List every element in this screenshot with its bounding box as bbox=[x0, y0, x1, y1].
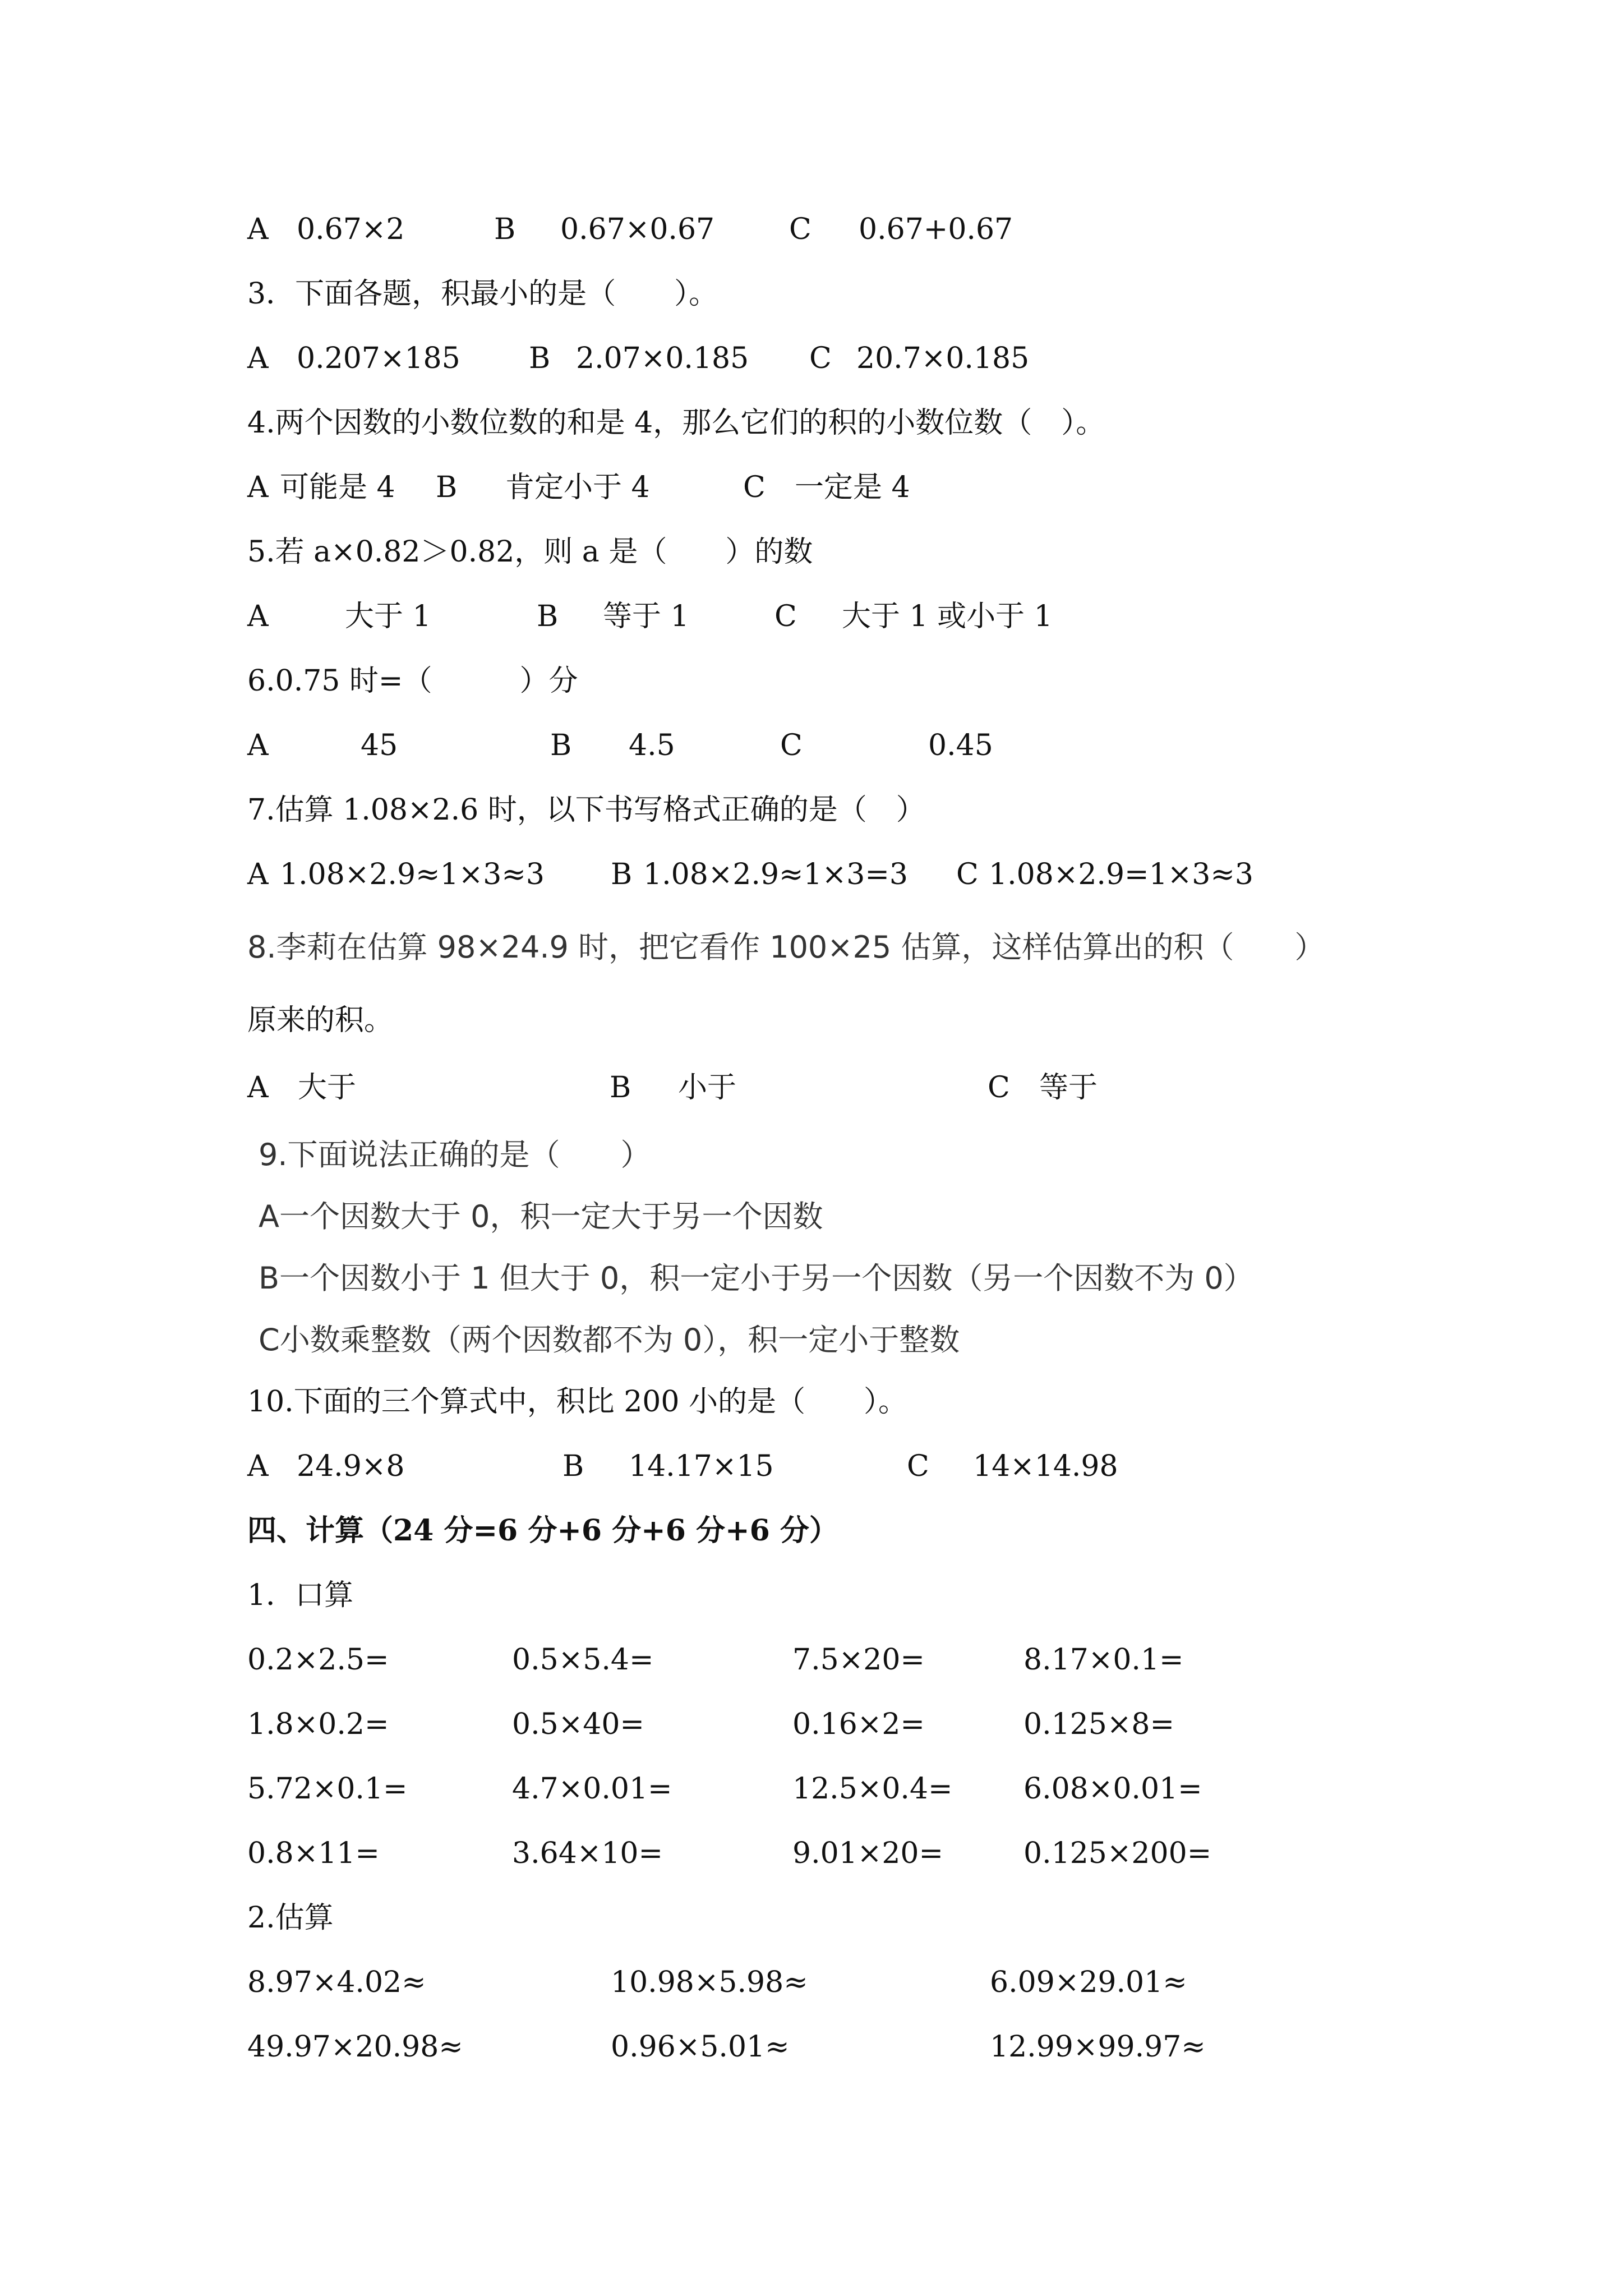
q3-option-c: 20.7×0.185 bbox=[856, 342, 1030, 375]
q2-option-a-label: A bbox=[247, 213, 269, 246]
estimate-item: 49.97×20.98≈ bbox=[247, 2030, 463, 2064]
oral-calc-item: 0.5×5.4= bbox=[512, 1643, 654, 1677]
q10-option-a: 24.9×8 bbox=[297, 1450, 405, 1483]
estimate-item: 8.97×4.02≈ bbox=[247, 1966, 426, 1999]
q4-option-b-label: B bbox=[436, 471, 458, 504]
q6-question: 6.0.75 时=（ ）分 bbox=[247, 664, 578, 698]
estimate-item: 12.99×99.97≈ bbox=[990, 2030, 1206, 2064]
q10-option-c-label: C bbox=[907, 1450, 929, 1483]
q3-option-b-label: B bbox=[529, 342, 551, 375]
q7-option-c: 1.08×2.9=1×3≈3 bbox=[989, 858, 1254, 891]
oral-calc-item: 6.08×0.01= bbox=[1023, 1772, 1202, 1806]
q8-option-c: 等于 bbox=[1039, 1071, 1098, 1105]
q3-option-a-label: A bbox=[247, 342, 269, 375]
q7-option-b: 1.08×2.9≈1×3=3 bbox=[643, 858, 909, 891]
q3-option-c-label: C bbox=[809, 342, 832, 375]
q8-option-b: 小于 bbox=[678, 1071, 737, 1105]
oral-calc-title: 1．口算 bbox=[247, 1579, 354, 1612]
q7-option-a: 1.08×2.9≈1×3≈3 bbox=[280, 858, 545, 891]
q2-option-b-label: B bbox=[494, 213, 516, 246]
q9-option-c: C小数乘整数（两个因数都不为 0），积一定小于整数 bbox=[259, 1322, 960, 1358]
q5-option-a-label: A bbox=[247, 600, 269, 633]
q8-option-c-label: C bbox=[988, 1071, 1010, 1105]
q10-question: 10.下面的三个算式中，积比 200 小的是（ ）。 bbox=[247, 1385, 908, 1419]
q3-option-b: 2.07×0.185 bbox=[576, 342, 749, 375]
estimate-item: 0.96×5.01≈ bbox=[611, 2030, 790, 2064]
q4-option-a: 可能是 4 bbox=[280, 471, 395, 504]
q5-option-b-label: B bbox=[537, 600, 559, 633]
q6-option-c: 0.45 bbox=[928, 729, 993, 762]
q7-option-b-label: B bbox=[611, 858, 633, 891]
q7-question: 7.估算 1.08×2.6 时，以下书写格式正确的是（ ） bbox=[247, 793, 925, 827]
q5-question: 5.若 a×0.82＞0.82，则 a 是（ ）的数 bbox=[247, 535, 813, 569]
q4-option-b: 肯定小于 4 bbox=[505, 471, 650, 504]
q9-question: 9.下面说法正确的是（ ） bbox=[259, 1137, 651, 1172]
q8-question-continued: 原来的积。 bbox=[247, 1004, 394, 1037]
oral-calc-item: 7.5×20= bbox=[792, 1643, 925, 1677]
q5-option-c: 大于 1 或小于 1 bbox=[842, 600, 1053, 633]
oral-calc-item: 3.64×10= bbox=[512, 1837, 663, 1870]
q8-option-b-label: B bbox=[610, 1071, 631, 1105]
q8-question: 8.李莉在估算 98×24.9 时，把它看作 100×25 估算，这样估算出的积（ ） bbox=[247, 930, 1325, 965]
q10-option-b-label: B bbox=[562, 1450, 584, 1483]
oral-calc-item: 0.8×11= bbox=[247, 1837, 380, 1870]
q8-option-a-label: A bbox=[247, 1071, 269, 1105]
q2-option-c: 0.67+0.67 bbox=[859, 213, 1013, 246]
oral-calc-item: 5.72×0.1= bbox=[247, 1772, 408, 1806]
q10-option-a-label: A bbox=[247, 1450, 269, 1483]
oral-calc-item: 1.8×0.2= bbox=[247, 1708, 389, 1741]
q6-option-b-label: B bbox=[550, 729, 572, 762]
q6-option-a: 45 bbox=[361, 729, 398, 762]
q5-option-c-label: C bbox=[774, 600, 797, 633]
section-4-heading: 四、计算（24 分=6 分+6 分+6 分+6 分） bbox=[247, 1513, 838, 1548]
q2-option-c-label: C bbox=[789, 213, 811, 246]
oral-calc-item: 0.16×2= bbox=[792, 1708, 925, 1741]
estimate-item: 6.09×29.01≈ bbox=[990, 1966, 1187, 1999]
oral-calc-item: 9.01×20= bbox=[792, 1837, 944, 1870]
q3-question: 3．下面各题，积最小的是（ ）。 bbox=[247, 277, 718, 311]
q4-option-c-label: C bbox=[743, 471, 766, 504]
q6-option-c-label: C bbox=[780, 729, 803, 762]
q2-option-a: 0.67×2 bbox=[297, 213, 405, 246]
q10-option-b: 14.17×15 bbox=[629, 1450, 774, 1483]
q5-option-a: 大于 1 bbox=[345, 600, 431, 633]
q6-option-a-label: A bbox=[247, 729, 269, 762]
oral-calc-item: 4.7×0.01= bbox=[512, 1772, 672, 1806]
oral-calc-item: 0.2×2.5= bbox=[247, 1643, 389, 1677]
q8-option-a: 大于 bbox=[298, 1071, 357, 1105]
q4-question: 4.两个因数的小数位数的和是 4，那么它们的积的小数位数（ ）。 bbox=[247, 406, 1105, 440]
estimate-item: 10.98×5.98≈ bbox=[611, 1966, 808, 1999]
oral-calc-item: 0.125×200= bbox=[1023, 1837, 1212, 1870]
oral-calc-item: 0.125×8= bbox=[1023, 1708, 1175, 1741]
q10-option-c: 14×14.98 bbox=[973, 1450, 1118, 1483]
estimate-title: 2.估算 bbox=[247, 1901, 334, 1935]
q7-option-c-label: C bbox=[956, 858, 979, 891]
oral-calc-item: 8.17×0.1= bbox=[1023, 1643, 1184, 1677]
q4-option-c: 一定是 4 bbox=[795, 471, 910, 504]
q2-option-b: 0.67×0.67 bbox=[560, 213, 715, 246]
q5-option-b: 等于 1 bbox=[603, 600, 689, 633]
q9-option-b: B一个因数小于 1 但大于 0，积一定小于另一个因数（另一个因数不为 0） bbox=[259, 1260, 1254, 1296]
q4-option-a-label: A bbox=[247, 471, 269, 504]
q9-option-a: A一个因数大于 0，积一定大于另一个因数 bbox=[259, 1199, 823, 1234]
q6-option-b: 4.5 bbox=[629, 729, 675, 762]
q3-option-a: 0.207×185 bbox=[297, 342, 460, 375]
oral-calc-item: 0.5×40= bbox=[512, 1708, 645, 1741]
oral-calc-item: 12.5×0.4= bbox=[792, 1772, 953, 1806]
q7-option-a-label: A bbox=[247, 858, 269, 891]
